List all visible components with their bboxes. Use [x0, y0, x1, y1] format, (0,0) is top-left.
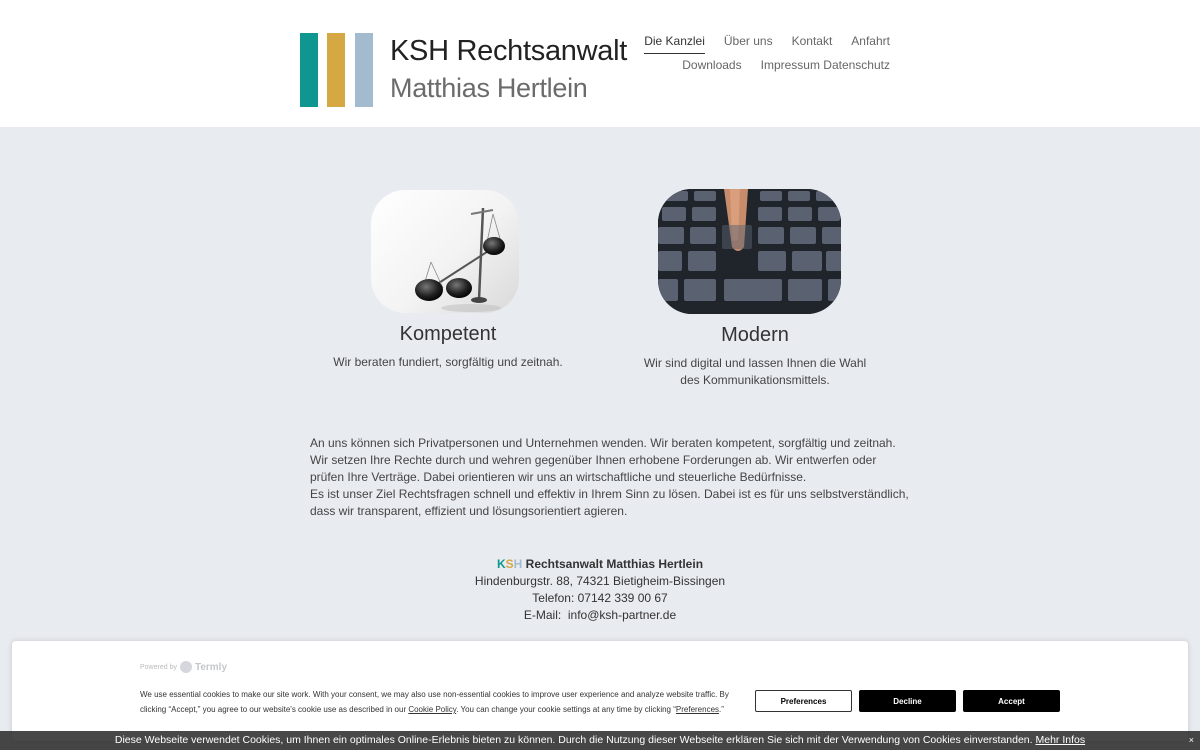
nav-item-kontakt[interactable]: Kontakt: [791, 34, 833, 48]
email-link[interactable]: info@ksh-partner.de: [567, 608, 677, 622]
termly-logo-icon: [180, 661, 192, 673]
feature-kompetent: [298, 190, 598, 371]
cookie-consent-text: [140, 687, 730, 717]
nav-item-die-kanzlei[interactable]: Die Kanzlei: [644, 34, 705, 54]
logo-subtitle: Matthias Hertlein: [390, 73, 588, 103]
brand-letter-k: K: [496, 557, 506, 571]
feature-title-modern: Modern: [721, 324, 789, 346]
email-label: E-Mail:: [523, 608, 562, 622]
brand-letter-s: S: [505, 557, 514, 571]
scales-of-justice-icon: [371, 190, 519, 313]
keyboard-icon: [658, 189, 841, 314]
feature-text-kompetent: Wir beraten fundiert, sorgfältig und zeitnah.: [333, 355, 563, 369]
contact-phone: Telefon: 07142 339 00 67: [532, 591, 668, 605]
brand-name: Rechtsanwalt Matthias Hertlein: [522, 557, 704, 571]
intro-text: [310, 435, 910, 520]
nav-item-impressum-datenschutz[interactable]: Impressum Datenschutz: [760, 58, 890, 72]
logo-title: KSH Rechtsanwalt: [390, 35, 627, 67]
site-header: [0, 0, 1200, 127]
feature-text-modern: Wir sind digital und lassen Ihnen die Wahl des Kommunikationsmittels.: [643, 356, 867, 387]
keyboard-image: [658, 189, 841, 314]
accept-button[interactable]: Accept: [963, 690, 1060, 712]
main-navigation: [630, 34, 890, 82]
brand-letter-h: H: [513, 557, 523, 571]
scales-image: [371, 190, 519, 313]
cookie-text-part-3: .”: [719, 705, 724, 714]
contact-email-row: [400, 607, 800, 624]
close-icon[interactable]: ×: [1188, 735, 1194, 745]
contact-address: Hindenburgstr. 88, 74321 Bietigheim-Bissingen: [474, 574, 726, 588]
feature-modern: [605, 189, 905, 389]
nav-item-anfahrt[interactable]: Anfahrt: [851, 34, 890, 48]
nav-row-2: [630, 58, 890, 82]
nav-item-downloads[interactable]: Downloads: [682, 58, 742, 72]
contact-info: [400, 556, 800, 624]
logo-bar-gold: [327, 33, 345, 107]
preferences-link[interactable]: Preferences: [675, 705, 720, 714]
termly-name: Termly: [194, 661, 228, 673]
cookie-policy-link[interactable]: Cookie Policy: [408, 705, 457, 714]
decline-button[interactable]: Decline: [859, 690, 956, 712]
logo-bar-blue: [355, 33, 373, 107]
logo-bar-teal: [300, 33, 318, 107]
site-logo[interactable]: [300, 33, 627, 109]
preferences-button[interactable]: Preferences: [755, 690, 852, 712]
cookie-consent-dialog: [12, 641, 1188, 741]
cookie-notice-text: Diese Webseite verwendet Cookies, um Ihnen ein optimales Online-Erlebnis bieten zu können. Durch die Nutzung dieser Webseite erklären Sie sich mit der Verwendung von Cookies einverstanden.: [114, 734, 1036, 746]
contact-brand: [400, 556, 800, 573]
powered-by-termly: [140, 661, 227, 673]
powered-by-label: Powered by: [140, 663, 177, 671]
intro-paragraph-2: Es ist unser Ziel Rechtsfragen schnell und effektiv in Ihrem Sinn zu lösen. Dabei ist es für uns selbstverständlich, dass wir transparent, effizient und lösungsorientiert agieren.: [310, 487, 909, 518]
nav-row-1: [630, 34, 890, 58]
cookie-notice-bar: [0, 731, 1200, 750]
intro-paragraph-1: An uns können sich Privatpersonen und Unternehmen wenden. Wir beraten kompetent, sorgfältig und zeitnah. Wir setzen Ihre Rechte durch und wehren gegenüber Ihnen erhobene Forderungen ab. Wir entwerfen oder prüfen Ihre Verträge. Dabei orientieren wir uns an wirtschaftliche und steuerliche Bedürfnisse.: [310, 436, 896, 484]
cookie-text-part-1: We use essential cookies to make our site work. With your consent, we may also use non-essential cookies to improve user experience and analyze website traffic. By clicking “Accept,” you agree to our website's cookie use as described in our: [140, 690, 729, 714]
feature-title-kompetent: Kompetent: [399, 323, 497, 345]
cookie-text-part-2: . You can change your cookie settings at any time by clicking “: [456, 705, 676, 714]
nav-item-ueber-uns[interactable]: Über uns: [723, 34, 773, 48]
more-info-link[interactable]: Mehr Infos: [1035, 734, 1086, 746]
